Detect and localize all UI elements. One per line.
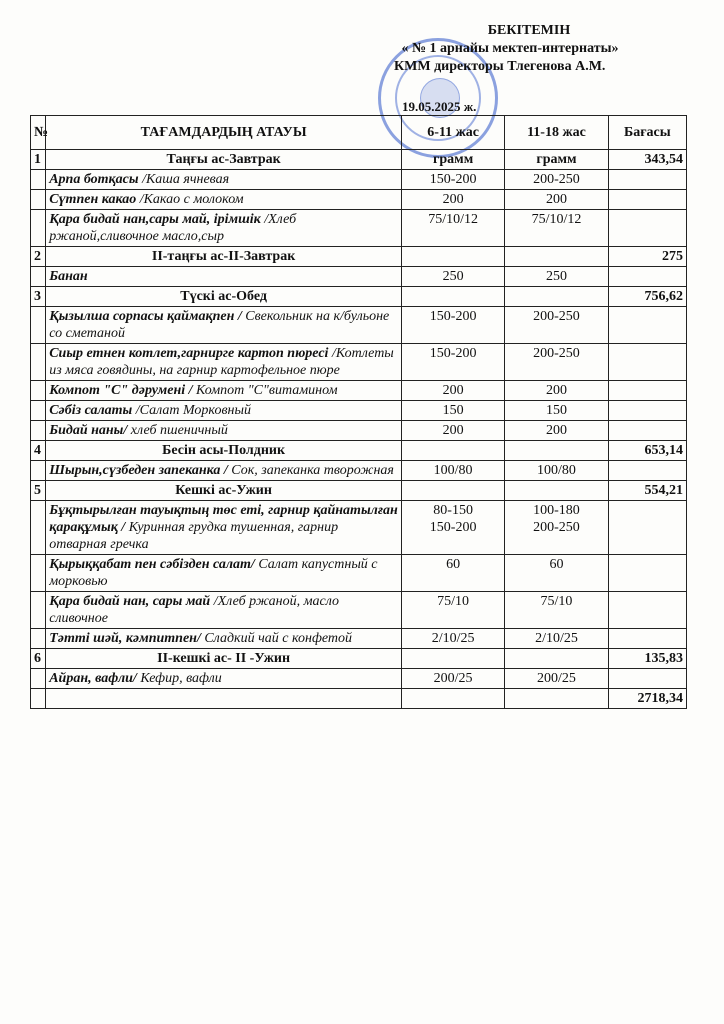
dish-name-cell [46,381,402,401]
meal-unit-11-18 [505,287,608,307]
dish-price-cell [608,267,686,287]
dish-price-cell [608,421,686,441]
approval-title: БЕКІТЕМІН [487,23,571,38]
dish-name-kazakh: Сәбіз салаты [49,403,133,418]
header-price: Бағасы [608,116,686,150]
dish-name-kazakh: Қара бидай нан, сары май [49,594,211,609]
meal-unit-6-11 [401,287,504,307]
dish-row [31,307,687,344]
dish-name-kazakh: Сиыр етнен котлет,гарнирге картоп пюресі [49,346,329,361]
dish-number-cell [31,421,46,441]
meal-unit-6-11: грамм [401,150,504,170]
dish-portion-6-11: 150-200 [401,307,504,344]
dish-number-cell [31,669,46,689]
total-empty-cell [401,689,504,709]
dish-portion-11-18: 75/10 [505,592,608,629]
dish-price-cell [608,344,686,381]
dish-portion-11-18: 200 [505,421,608,441]
dish-number-cell [31,461,46,481]
dish-portion-6-11: 200 [401,421,504,441]
meal-price: 756,62 [608,287,686,307]
dish-name-kazakh: Сүтпен какао [49,192,137,207]
header-age-6-11: 6-11 жас [401,116,504,150]
dish-portion-6-11: 200 [401,190,504,210]
meal-price: 275 [608,247,686,267]
dish-name-russian: Кефир, вафли [140,671,222,686]
dish-number-cell [31,592,46,629]
dish-portion-6-11: 80-150 150-200 [401,501,504,555]
meal-unit-6-11 [401,481,504,501]
dish-name-kazakh: Тәтті шәй, кәмпитпен/ [49,631,201,646]
dish-portion-11-18: 100/80 [505,461,608,481]
dish-number-cell [31,381,46,401]
dish-price-cell [608,401,686,421]
menu-body [31,150,687,709]
header-age-11-18: 11-18 жас [505,116,608,150]
dish-portion-11-18: 200-250 [505,344,608,381]
dish-portion-6-11: 2/10/25 [401,629,504,649]
meal-price: 653,14 [608,441,686,461]
dish-number-cell [31,501,46,555]
dish-name-cell [46,501,402,555]
approval-date: 19.05.2025 ж. [402,99,477,114]
meal-number: 2 [31,247,46,267]
header-number: № [31,116,46,150]
total-empty-cell [31,689,46,709]
dish-name-russian: /Котлеты из мяса говядины, на гарнир картофельное пюре [49,346,394,378]
meal-row [31,441,687,461]
dish-name-cell [46,421,402,441]
dish-row [31,401,687,421]
meal-row [31,287,687,307]
meal-name: Бесін асы-Полдник [46,441,402,461]
meal-row [31,150,687,170]
dish-row [31,501,687,555]
meal-unit-6-11 [401,247,504,267]
dish-name-cell [46,170,402,190]
meal-name: Кешкі ас-Ужин [46,481,402,501]
meal-number: 3 [31,287,46,307]
dish-name-russian: Салат капустный с морковью [49,557,378,589]
dish-number-cell [31,307,46,344]
dish-name-russian: /Хлеб ржаной,сливочное масло,сыр [49,212,297,244]
dish-portion-6-11: 200 [401,381,504,401]
dish-name-russian: Куринная грудка тушенная, гарнир отварная гречка [49,520,339,552]
meal-number: 6 [31,649,46,669]
approval-block [330,22,690,76]
meal-unit-11-18 [505,481,608,501]
meal-price: 343,54 [608,150,686,170]
dish-row [31,344,687,381]
header-dish-name: ТАҒАМДАРДЫҢ АТАУЫ [46,116,402,150]
dish-name-russian: /Салат Морковный [135,403,251,418]
dish-name-kazakh: Қырыққабат пен сәбізден салат/ [49,557,255,572]
dish-portion-6-11: 150-200 [401,344,504,381]
meal-row [31,649,687,669]
dish-portion-11-18: 200-250 [505,307,608,344]
dish-name-cell [46,669,402,689]
dish-name-cell [46,461,402,481]
meal-price: 554,21 [608,481,686,501]
dish-name-kazakh: Қызылша сорпасы қаймақпен / [49,309,242,324]
dish-price-cell [608,555,686,592]
meal-row [31,247,687,267]
dish-number-cell [31,210,46,247]
approval-director: КММ директоры Тлегенова А.М. [394,59,606,74]
dish-number-cell [31,401,46,421]
total-empty-cell [46,689,402,709]
meal-unit-11-18 [505,649,608,669]
dish-price-cell [608,669,686,689]
meal-unit-11-18 [505,247,608,267]
dish-name-cell [46,629,402,649]
dish-row [31,267,687,287]
dish-row [31,461,687,481]
dish-portion-11-18: 200-250 [505,170,608,190]
total-row [31,689,687,709]
dish-row [31,669,687,689]
dish-name-cell [46,401,402,421]
dish-portion-11-18: 200 [505,381,608,401]
dish-portion-11-18: 2/10/25 [505,629,608,649]
dish-name-russian: /Хлеб ржаной, масло сливочное [49,594,340,626]
dish-portion-11-18: 60 [505,555,608,592]
dish-portion-11-18: 75/10/12 [505,210,608,247]
dish-name-cell [46,190,402,210]
dish-name-kazakh: Арпа ботқасы [49,172,139,187]
dish-price-cell [608,629,686,649]
dish-name-cell [46,592,402,629]
meal-name: ІІ-таңғы ас-ІІ-Завтрак [46,247,402,267]
table-header-row [31,116,687,150]
dish-number-cell [31,190,46,210]
dish-name-russian: Сок, запеканка творожная [231,463,394,478]
dish-row [31,381,687,401]
dish-portion-11-18: 250 [505,267,608,287]
dish-row [31,421,687,441]
dish-price-cell [608,461,686,481]
dish-name-kazakh: Бидай наны/ [49,423,128,438]
dish-row [31,629,687,649]
dish-name-russian: Сладкий чай с конфетой [204,631,353,646]
dish-number-cell [31,344,46,381]
dish-number-cell [31,170,46,190]
dish-number-cell [31,267,46,287]
dish-row [31,555,687,592]
dish-name-russian: Компот "С"витамином [196,383,338,398]
dish-name-russian: /Каша ячневая [142,172,230,187]
dish-row [31,170,687,190]
menu-table [30,115,687,709]
dish-number-cell [31,629,46,649]
meal-name: Таңғы ас-Завтрак [46,150,402,170]
dish-name-kazakh: Банан [49,269,88,284]
dish-name-russian: хлеб пшеничный [130,423,228,438]
dish-portion-11-18: 100-180 200-250 [505,501,608,555]
meal-row [31,481,687,501]
dish-number-cell [31,555,46,592]
meal-unit-11-18: грамм [505,150,608,170]
dish-name-cell [46,555,402,592]
meal-unit-11-18 [505,441,608,461]
dish-price-cell [608,501,686,555]
meal-name: ІІ-кешкі ас- ІІ -Ужин [46,649,402,669]
dish-name-cell [46,307,402,344]
dish-price-cell [608,381,686,401]
meal-name: Түскі ас-Обед [46,287,402,307]
total-empty-cell [505,689,608,709]
dish-price-cell [608,170,686,190]
dish-name-kazakh: Айран, вафли/ [49,671,137,686]
dish-portion-6-11: 200/25 [401,669,504,689]
dish-price-cell [608,592,686,629]
approval-organization: « № 1 арнайы мектеп-интернаты» [401,41,619,56]
dish-name-kazakh: Бұқтырылған тауықтың төс еті, гарнир қайнатылған қарақұмық / [49,503,398,535]
dish-name-cell [46,267,402,287]
meal-number: 5 [31,481,46,501]
meal-number: 1 [31,150,46,170]
meal-price: 135,83 [608,649,686,669]
dish-portion-11-18: 150 [505,401,608,421]
dish-portion-6-11: 75/10 [401,592,504,629]
dish-row [31,190,687,210]
dish-price-cell [608,190,686,210]
dish-name-kazakh: Қара бидай нан,сары май, ірімшік [49,212,261,227]
dish-name-kazakh: Шырын,сүзбеден запеканка / [49,463,228,478]
dish-name-kazakh: Компот "С" дәрумені / [49,383,193,398]
dish-portion-6-11: 60 [401,555,504,592]
dish-price-cell [608,307,686,344]
dish-portion-6-11: 250 [401,267,504,287]
dish-name-cell [46,344,402,381]
dish-portion-6-11: 150 [401,401,504,421]
dish-row [31,210,687,247]
dish-name-cell [46,210,402,247]
total-price: 2718,34 [608,689,686,709]
dish-portion-6-11: 150-200 [401,170,504,190]
dish-row [31,592,687,629]
dish-portion-6-11: 100/80 [401,461,504,481]
dish-price-cell [608,210,686,247]
dish-portion-11-18: 200/25 [505,669,608,689]
dish-name-russian: Свекольник на к/бульоне со сметаной [49,309,390,341]
meal-unit-6-11 [401,649,504,669]
meal-unit-6-11 [401,441,504,461]
dish-name-russian: /Какао с молоком [139,192,244,207]
dish-portion-6-11: 75/10/12 [401,210,504,247]
dish-portion-11-18: 200 [505,190,608,210]
meal-number: 4 [31,441,46,461]
